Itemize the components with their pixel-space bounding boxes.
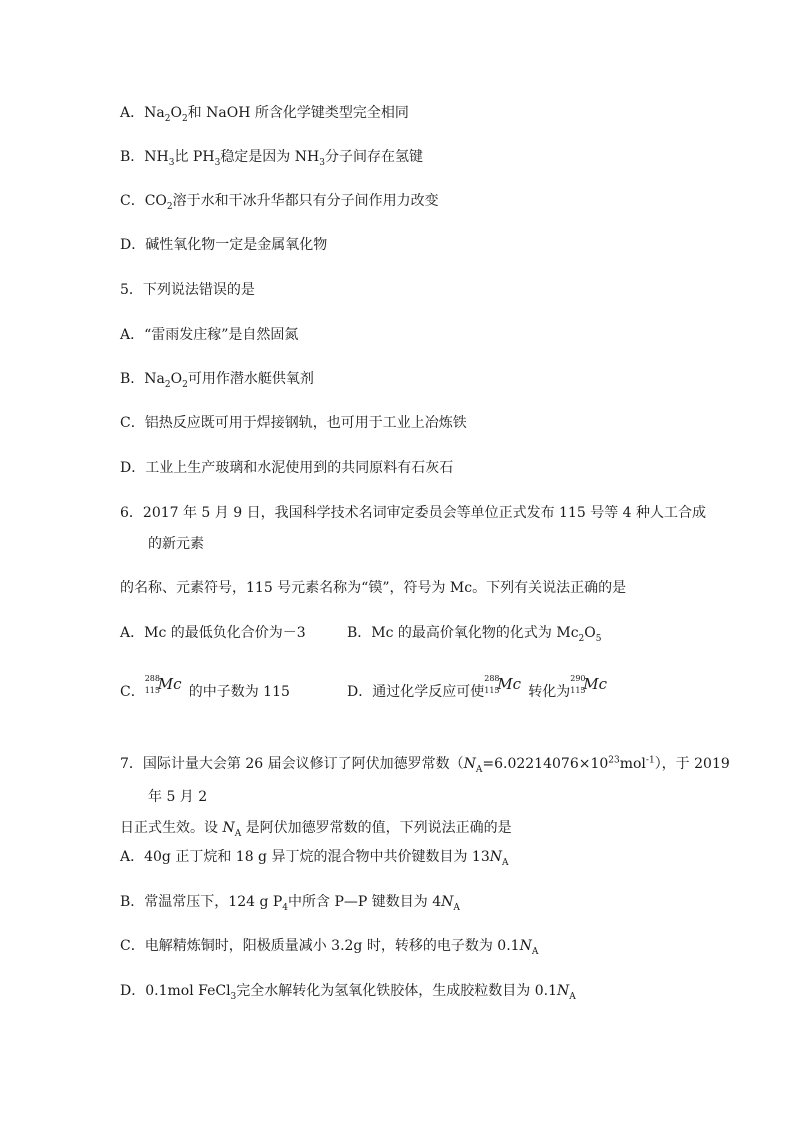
q7-stem-line1 bbox=[120, 755, 730, 773]
text: N bbox=[557, 983, 570, 999]
text: 溶于水和干冰升华都只有分子间作用力改变 bbox=[172, 193, 439, 209]
q5-option-b bbox=[120, 370, 314, 388]
subscript: 2 bbox=[166, 201, 173, 212]
text: 稳定是因为 NH bbox=[220, 149, 320, 165]
mass-number: 288 bbox=[144, 674, 160, 683]
subscript: 2 bbox=[181, 113, 188, 124]
q6-stem-line2: 的新元素 bbox=[148, 536, 204, 552]
element-symbol: Mc bbox=[583, 675, 607, 693]
text: 分子间存在氢键 bbox=[324, 149, 423, 165]
q4-option-a bbox=[120, 104, 409, 122]
subscript: A bbox=[234, 828, 242, 839]
subscript: 3 bbox=[319, 157, 325, 168]
q6-stem-line1: 6．2017 年 5 月 9 日，我国科学技术名词审定委员会等单位正式发布 115 号等 4 种人工合成 bbox=[120, 505, 707, 521]
subscript: 5 bbox=[595, 633, 602, 644]
text: N bbox=[441, 894, 454, 910]
subscript: A bbox=[475, 764, 483, 775]
q7-option-a bbox=[120, 848, 508, 866]
text: C．电解精炼铜时，阳极质量减小 3.2g 时，转移的电子数为 0.1 bbox=[120, 938, 520, 954]
text: N bbox=[489, 849, 502, 865]
isotope-mc-288 bbox=[484, 674, 528, 700]
text: D．通过化学反应可使 bbox=[347, 684, 485, 700]
atomic-number: 115 bbox=[144, 686, 160, 695]
mass-number: 290 bbox=[570, 674, 586, 683]
q6-option-d bbox=[347, 674, 614, 701]
text: B．常温常压下，124 g P bbox=[120, 894, 283, 910]
text: 比 PH bbox=[174, 149, 215, 165]
q7-option-c bbox=[120, 937, 538, 955]
q7-stem-line3 bbox=[120, 819, 512, 837]
q6-option-c bbox=[120, 674, 290, 701]
q5-option-a: A．“雷雨发庄稼”是自然固氮 bbox=[120, 327, 299, 343]
q6-stem-line3: 的名称、元素符号，115 号元素名称为“镆”，符号为 Mc。下列有关说法正确的是 bbox=[120, 580, 627, 596]
text: B．Mc 的最高价氧化物的化式为 Mc bbox=[347, 625, 579, 641]
subscript: A bbox=[569, 991, 576, 1002]
subscript: 3 bbox=[230, 991, 237, 1002]
text: 可用作潜水艇供氧剂 bbox=[187, 371, 314, 387]
text: A．40g 正丁烷和 18 g 异丁烷的混合物中共价键数目为 13 bbox=[120, 849, 490, 865]
text: A．Na bbox=[120, 105, 165, 121]
q7-stem-line2: 年 5 月 2 bbox=[148, 789, 208, 805]
text: 7．国际计量大会第 26 届会议修订了阿伏加德罗常数（ bbox=[120, 756, 464, 772]
text: 和 NaOH 所含化学键类型完全相同 bbox=[187, 105, 409, 121]
q7-option-d bbox=[120, 982, 576, 1000]
subscript: 3 bbox=[168, 157, 175, 168]
text: N bbox=[463, 756, 476, 772]
q7-option-b bbox=[120, 893, 460, 911]
subscript: 2 bbox=[182, 379, 188, 390]
atomic-number: 115 bbox=[570, 686, 586, 695]
text: C． bbox=[120, 684, 145, 700]
q6-option-b bbox=[347, 624, 602, 642]
superscript: 23 bbox=[608, 755, 620, 766]
text: N bbox=[519, 938, 532, 954]
text: C．CO bbox=[120, 193, 167, 209]
subscript: 2 bbox=[164, 379, 171, 390]
subscript: 4 bbox=[282, 902, 289, 913]
atomic-number: 115 bbox=[484, 686, 500, 695]
q5-stem: 5．下列说法错误的是 bbox=[120, 282, 255, 298]
subscript: 2 bbox=[578, 633, 585, 644]
q5-option-c: C．铝热反应既可用于焊接钢轨，也可用于工业上冶炼铁 bbox=[120, 415, 467, 431]
text: D．0.1mol FeCl bbox=[120, 983, 231, 999]
q4-option-c bbox=[120, 192, 439, 210]
text: ），于 2019 bbox=[654, 756, 730, 772]
text: 转化为 bbox=[528, 684, 571, 700]
subscript: A bbox=[453, 902, 460, 913]
element-symbol: Mc bbox=[157, 675, 182, 693]
text: 日正式生效。设 bbox=[120, 820, 223, 836]
q5-option-d: D．工业上生产玻璃和水泥使用到的共同原料有石灰石 bbox=[120, 460, 454, 476]
q6-option-a: A．Mc 的最低负化合价为－3 bbox=[120, 625, 306, 641]
subscript: 3 bbox=[214, 157, 221, 168]
text: N bbox=[222, 820, 235, 836]
text: 是阿伏加德罗常数的值，下列说法正确的是 bbox=[241, 820, 512, 836]
text: 的中子数为 115 bbox=[188, 684, 290, 700]
text: 完全水解转化为氢氧化铁胶体，生成胶粒数目为 0.1 bbox=[236, 983, 557, 999]
q4-option-b bbox=[120, 148, 423, 166]
subscript: 2 bbox=[164, 113, 171, 124]
text: mol bbox=[619, 756, 646, 772]
isotope-mc-288 bbox=[145, 674, 189, 700]
text: B．Na bbox=[120, 371, 165, 387]
subscript: A bbox=[501, 857, 509, 868]
superscript: -1 bbox=[645, 755, 655, 766]
element-symbol: Mc bbox=[497, 675, 521, 693]
text: =6.02214076×10 bbox=[482, 756, 609, 772]
text: O bbox=[170, 371, 183, 387]
text: B．NH bbox=[120, 149, 169, 165]
q4-option-d: D．碱性氧化物一定是金属氧化物 bbox=[120, 237, 328, 253]
isotope-mc-290 bbox=[570, 674, 614, 700]
text: 中所含 P—P 键数目为 4 bbox=[288, 894, 442, 910]
text: O bbox=[170, 105, 182, 121]
subscript: A bbox=[531, 946, 539, 957]
mass-number: 288 bbox=[484, 674, 500, 683]
text: O bbox=[584, 625, 596, 641]
